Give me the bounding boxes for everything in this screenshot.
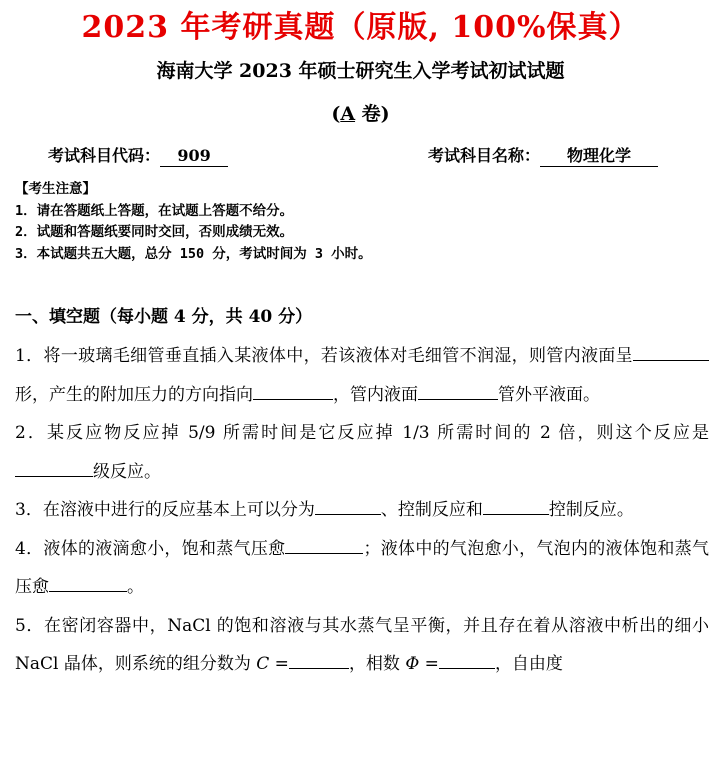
answer-blank xyxy=(633,359,709,361)
question-text: = xyxy=(419,654,439,674)
notice-title: 【考生注意】 xyxy=(15,181,96,197)
question-text: ，管内液面 xyxy=(333,384,418,405)
section-heading: 一、填空题（每小题 4 分，共 40 分） xyxy=(15,307,313,327)
question-text: ，相数 xyxy=(348,654,406,674)
question-text: 控制反应。 xyxy=(548,500,634,520)
question-text: = xyxy=(269,654,289,674)
question-text: 、控制反应和 xyxy=(380,500,483,520)
question-3 xyxy=(15,491,709,530)
question-text: 形，产生的附加压力的方向指向 xyxy=(15,384,253,405)
question-text: 。 xyxy=(127,577,144,597)
notice-item: 1．请在答题纸上答题，在试题上答题不给分。 xyxy=(15,202,294,219)
notice-item: 2．试题和答题纸要同时交回，否则成绩无效。 xyxy=(15,224,294,240)
paper-version-suffix: 卷) xyxy=(355,103,390,125)
subject-name xyxy=(428,143,658,167)
answer-blank xyxy=(483,513,549,515)
question-2 xyxy=(15,414,709,491)
component-symbol: C xyxy=(256,654,270,674)
question-text: 2．某反应物反应掉 5/9 所需时间是它反应掉 1/3 所需时间的 2 倍，则这个反应是 xyxy=(15,423,709,443)
answer-blank xyxy=(289,667,349,669)
subject-code-value: 909 xyxy=(160,146,228,167)
answer-blank xyxy=(418,398,498,400)
question-text: 4．液体的液滴愈小，饱和蒸气压愈 xyxy=(15,538,286,559)
subject-row xyxy=(48,143,698,167)
question-text: ，自由度 xyxy=(494,654,563,674)
question-text: 管外平液面。 xyxy=(498,384,600,405)
question-text: 5．在密闭容器中，NaCl 的饱和溶液与其水蒸气呈平衡，并且存在着从溶液中析出的细小 NaCl 晶体，则系统的组分数为 xyxy=(15,615,709,674)
paper-version xyxy=(0,99,721,126)
banner-title: 2023 年考研真题（原版, 100%保真） xyxy=(81,10,640,45)
paper-version-open: ( xyxy=(331,103,341,125)
answer-blank xyxy=(15,475,93,477)
answer-blank xyxy=(315,513,381,515)
subject-code xyxy=(48,143,228,167)
answer-blank xyxy=(439,667,495,669)
question-5 xyxy=(15,607,709,684)
exam-title: 海南大学 2023 年硕士研究生入学考试初试试题 xyxy=(156,60,565,82)
question-1 xyxy=(15,337,709,414)
subject-code-label: 考试科目代码： xyxy=(48,146,161,165)
phase-symbol: Φ xyxy=(405,654,420,674)
answer-blank xyxy=(49,590,127,592)
paper-version-letter: A xyxy=(340,103,356,125)
question-4 xyxy=(15,530,709,607)
candidate-notice xyxy=(15,179,705,265)
answer-blank xyxy=(253,398,333,400)
question-text: 级反应。 xyxy=(93,461,161,482)
notice-item: 3．本试题共五大题，总分 150 分，考试时间为 3 小时。 xyxy=(15,245,372,262)
question-text: 1．将一玻璃毛细管垂直插入某液体中，若该液体对毛细管不润湿，则管内液面呈 xyxy=(15,346,633,366)
answer-blank xyxy=(285,552,363,554)
question-text: ；液体中的气泡愈小，气泡内的液体饱和蒸气压愈 xyxy=(15,538,709,597)
question-text: 3．在溶液中进行的反应基本上可以分为 xyxy=(15,500,315,520)
question-list xyxy=(15,337,709,684)
subject-name-label: 考试科目名称： xyxy=(428,146,541,165)
subject-name-value: 物理化学 xyxy=(540,146,658,167)
